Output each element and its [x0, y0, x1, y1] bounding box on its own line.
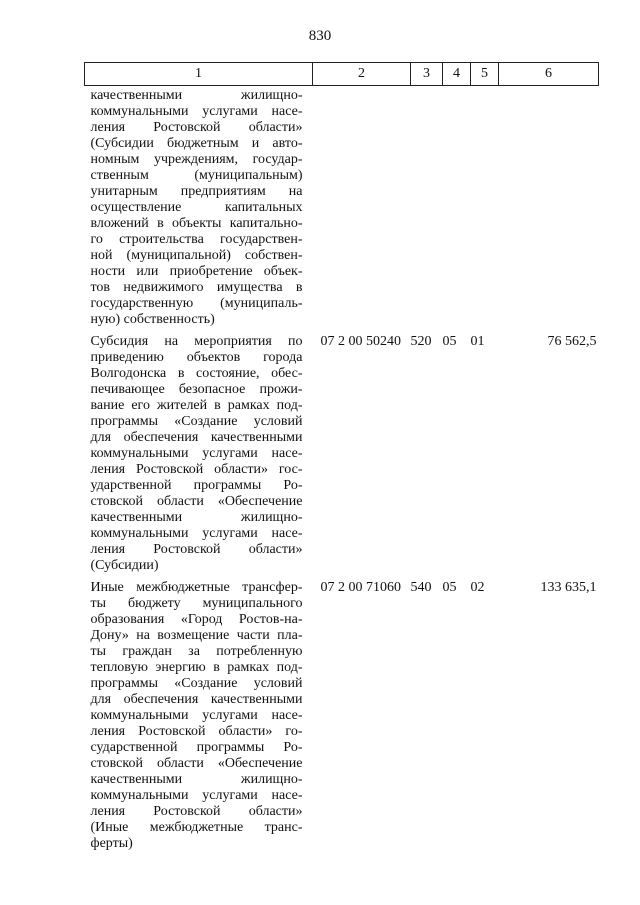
column-header-5: 5	[471, 63, 499, 86]
description-line: для обеспечения качественными	[90, 430, 303, 445]
description-line: Волгодонска в состояние, обес-	[90, 366, 303, 381]
description-line: коммунальными услугами насе-	[90, 104, 303, 119]
column-header-row	[85, 63, 599, 86]
description-line: коммунальными услугами насе-	[90, 446, 303, 461]
description-line: для обеспечения качественными	[90, 692, 303, 707]
description-line: (Субсидии)	[90, 558, 159, 573]
row-pr-code: 02	[470, 580, 485, 595]
column-header-4: 4	[443, 63, 471, 86]
row-pr-code: 01	[470, 334, 485, 349]
row-csr-code: 07 2 00 71060	[320, 580, 401, 595]
description-line: вложений в объекты капитально-	[90, 216, 303, 231]
description-line: го строительства государствен-	[90, 232, 303, 247]
description-line: вание его жителей в рамках под-	[90, 398, 303, 413]
description-line: тепловую энергию в рамках под-	[90, 660, 303, 675]
row-csr-code: 07 2 00 50240	[320, 334, 401, 349]
row-vr-code: 540	[410, 580, 432, 595]
description-line: Дону» на возмещение части пла-	[90, 628, 303, 643]
description-line: Иные межбюджетные трансфер-	[90, 580, 303, 595]
table-row	[85, 580, 599, 858]
row-amount: 133 635,1	[540, 580, 597, 595]
description-line: ты бюджету муниципального	[90, 596, 303, 611]
row-description	[85, 86, 313, 335]
description-line: стовской области «Обеспечение	[90, 494, 303, 509]
row-rz-code: 05	[442, 334, 457, 349]
description-line: ударственной программы Ро-	[90, 478, 303, 493]
column-header-6: 6	[499, 63, 599, 86]
description-line: ной (муниципальной) собствен-	[90, 248, 303, 263]
column-header-2: 2	[313, 63, 411, 86]
description-line: ления Ростовской области»	[90, 120, 303, 135]
description-line: качественными жилищно-	[90, 510, 303, 525]
description-line: ферты)	[90, 836, 133, 851]
description-line: ления Ростовской области»	[90, 804, 303, 819]
description-line: осуществление капитальных	[90, 200, 303, 215]
description-line: (Иные межбюджетные транс-	[90, 820, 303, 835]
row-rz-code	[443, 86, 471, 335]
column-header-1: 1	[85, 63, 313, 86]
description-line: качественными жилищно-	[90, 88, 303, 103]
page-number: 830	[308, 28, 332, 44]
description-line: ления Ростовской области» го-	[90, 724, 303, 739]
description-line: номным учреждениям, государ-	[90, 152, 303, 167]
description-line: печивающее безопасное прожи-	[90, 382, 303, 397]
budget-table	[84, 62, 599, 858]
row-amount	[499, 86, 599, 335]
description-line: коммунальными услугами насе-	[90, 526, 303, 541]
description-line: программы «Создание условий	[90, 414, 303, 429]
row-rz-code: 05	[442, 580, 457, 595]
description-line: ты граждан за потребленную	[90, 644, 303, 659]
row-pr-code	[471, 86, 499, 335]
description-line: приведению объектов города	[90, 350, 303, 365]
description-line: унитарным предприятиям на	[90, 184, 303, 199]
description-line: образования «Город Ростов-на-	[90, 612, 303, 627]
row-csr-code	[313, 86, 411, 335]
description-line: коммунальными услугами насе-	[90, 708, 303, 723]
description-line: программы «Создание условий	[90, 676, 303, 691]
row-description	[85, 580, 313, 858]
row-amount: 76 562,5	[547, 334, 597, 349]
row-description	[85, 334, 313, 580]
table-body	[85, 86, 599, 859]
description-line: Субсидия на мероприятия по	[90, 334, 303, 349]
description-line: государственную (муниципаль-	[90, 296, 303, 311]
table-row	[85, 334, 599, 580]
row-vr-code	[411, 86, 443, 335]
description-line: ления Ростовской области» гос-	[90, 462, 303, 477]
column-header-3: 3	[411, 63, 443, 86]
description-line: сударственной программы Ро-	[90, 740, 303, 755]
description-line: ления Ростовской области»	[90, 542, 303, 557]
description-line: ности или приобретение объек-	[90, 264, 303, 279]
table-row	[85, 86, 599, 335]
description-line: тов недвижимого имущества в	[90, 280, 303, 295]
description-line: качественными жилищно-	[90, 772, 303, 787]
description-line: ственным (муниципальным)	[90, 168, 303, 183]
description-line: ную) собственность)	[90, 312, 215, 327]
description-line: (Субсидии бюджетным и авто-	[90, 136, 303, 151]
row-vr-code: 520	[410, 334, 432, 349]
description-line: коммунальными услугами насе-	[90, 788, 303, 803]
description-line: стовской области «Обеспечение	[90, 756, 303, 771]
